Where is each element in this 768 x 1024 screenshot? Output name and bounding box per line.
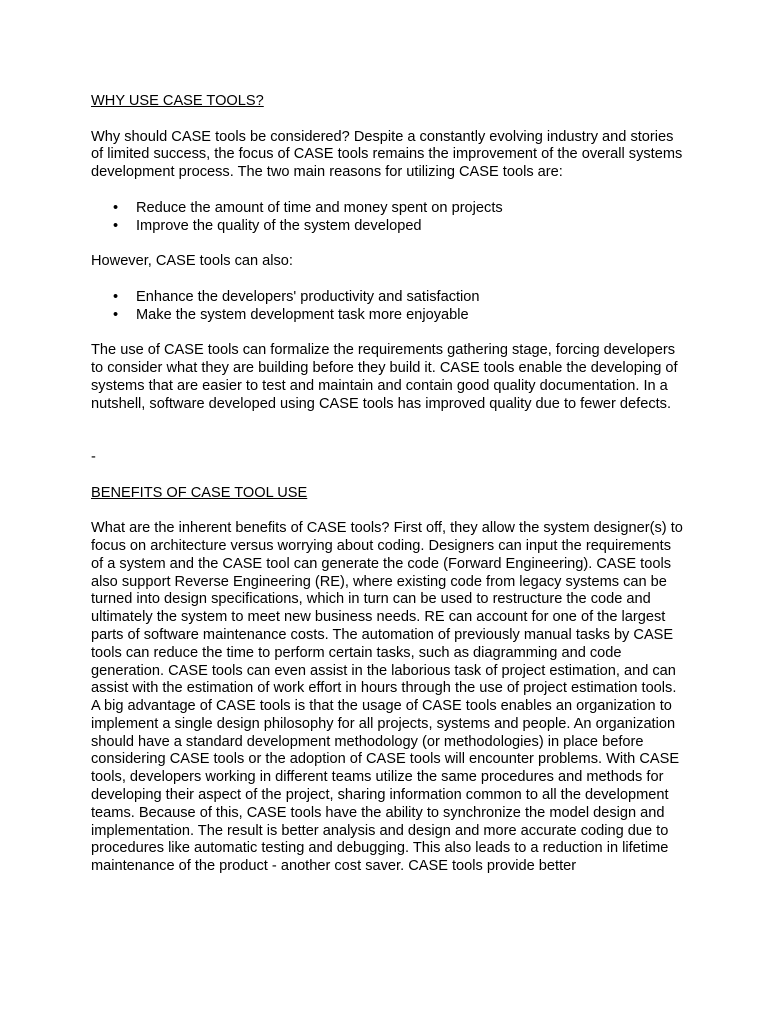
list-item xyxy=(91,307,683,325)
bullet-list-reasons xyxy=(91,200,683,236)
section-heading-benefits: BENEFITS OF CASE TOOL USE xyxy=(91,484,308,501)
list-item-text: Reduce the amount of time and money spent on projects xyxy=(136,199,503,216)
paragraph-formalize: The use of CASE tools can formalize the requirements gathering stage, forcing developers to consider what they are building before they build it. CASE tools enable the developing of systems that are easier to test and maintain and contain good quality documentation. In a nutshell, software developed using CASE tools has improved quality due to fewer defects. xyxy=(91,342,678,412)
spacer xyxy=(91,431,683,449)
spacer xyxy=(91,324,683,342)
list-item-text: Improve the quality of the system developed xyxy=(136,217,422,234)
paragraph-benefits: What are the inherent benefits of CASE tools? First off, they allow the system designer(s) to focus on architecture versus worrying about coding. Designers can input the requirements of a system and the CASE tool can generate the code (Forward Engineering). CASE tools also support Reverse Engineering (RE), where existing code from legacy systems can be turned into design specifications, which in turn can be used to restructure the code and ultimately the system to meet new business needs. RE can account for one of the largest parts of software maintenance costs. The automation of previously manual tasks by CASE tools can reduce the time to perform certain tasks, such as diagramming and code generation. CASE tools can even assist in the laborious task of project estimation, and can assist with the estimation of work effort in hours through the use of project estimation tools. A big advantage of CASE tools is that the usage of CASE tools enables an organization to implement a single design philosophy for all projects, systems and people. An organization should have a standard development methodology (or methodologies) in place before considering CASE tools or the adoption of CASE tools will encounter problems. With CASE tools, developers working in different teams utilize the same procedures and methods for developing their aspect of the project, sharing information common to all the development teams. Because of this, CASE tools have the ability to synchronize the model design and implementation. The result is better analysis and design and more accurate coding due to procedures like automatic testing and debugging. This also leads to a reduction in lifetime maintenance of the product - another cost saver. CASE tools provide better xyxy=(91,520,683,875)
spacer xyxy=(91,111,683,129)
document-body xyxy=(91,93,683,876)
list-item xyxy=(91,218,683,236)
bullet-icon: • xyxy=(113,306,119,323)
section-heading-why-use: WHY USE CASE TOOLS? xyxy=(91,93,264,109)
bullet-icon: • xyxy=(113,217,119,234)
list-item xyxy=(91,200,683,218)
spacer xyxy=(91,182,683,200)
list-item xyxy=(91,289,683,307)
separator-dash: - xyxy=(91,448,96,465)
paragraph-intro: Why should CASE tools be considered? Despite a constantly evolving industry and stories of limited success, the focus of CASE tools remains the improvement of the overall systems development process. The two main reasons for utilizing CASE tools are: xyxy=(91,128,683,181)
spacer xyxy=(91,502,683,520)
spacer xyxy=(91,271,683,289)
paragraph-however: However, CASE tools can also: xyxy=(91,253,293,270)
bullet-icon: • xyxy=(113,199,119,216)
spacer xyxy=(91,235,683,253)
list-item-text: Make the system development task more enjoyable xyxy=(136,306,469,323)
bullet-list-also xyxy=(91,289,683,325)
spacer xyxy=(91,413,683,431)
bullet-icon: • xyxy=(113,288,119,305)
list-item-text: Enhance the developers' productivity and satisfaction xyxy=(136,288,480,305)
spacer xyxy=(91,467,683,485)
